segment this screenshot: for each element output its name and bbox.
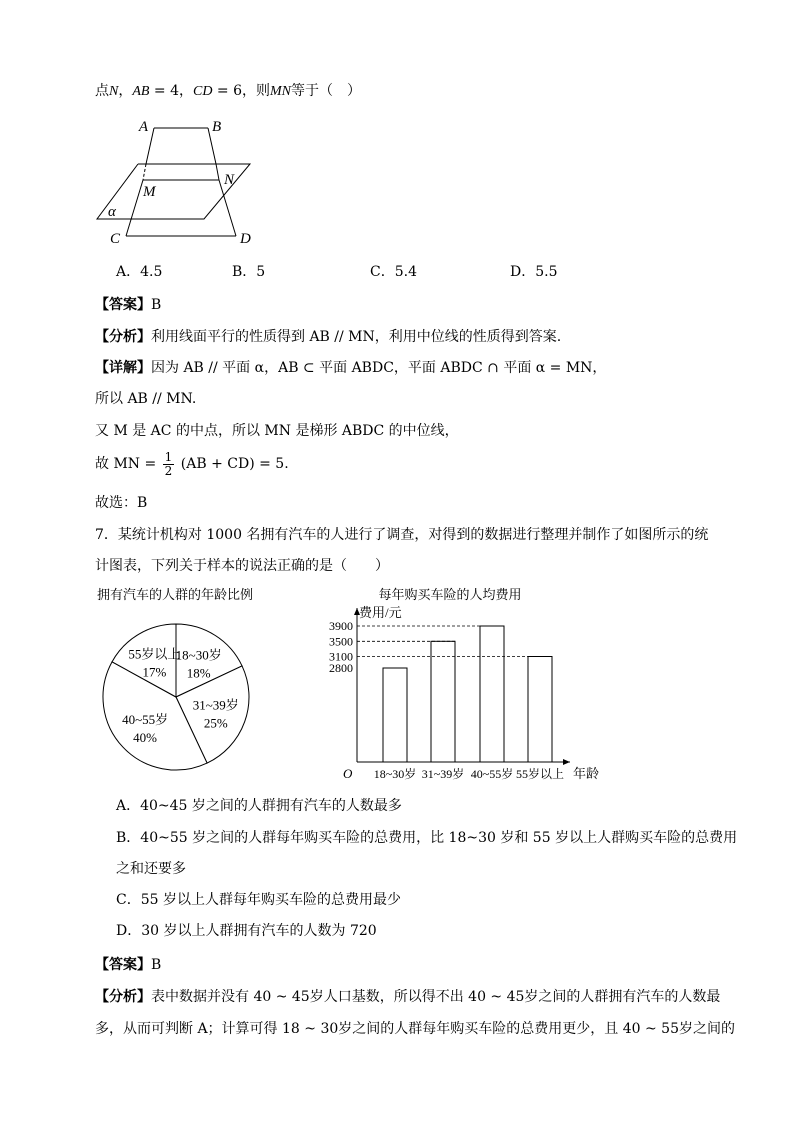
x-category-label-2: 31~39岁 [421, 767, 465, 781]
y-tick-label-3100: 3100 [329, 649, 353, 664]
q6-analysis [95, 327, 561, 347]
q6-stem-n: N [109, 84, 119, 99]
q6-stem-cd-val: = 6 [212, 83, 242, 99]
q6-stem-ab: AB [132, 84, 150, 99]
q6-stem-tail: 等于（ ） [291, 83, 361, 99]
q6-option-c: C．5.4 [370, 264, 417, 280]
q6-analysis-tag: 【分析】 [95, 329, 151, 345]
q6-answer [95, 295, 161, 315]
fraction-numerator: 1 [164, 449, 173, 464]
label-b: B [212, 119, 222, 135]
q6-choose: 故选：B [95, 495, 148, 511]
segment-nd [219, 180, 236, 236]
q6-answer-value: B [151, 297, 162, 313]
q6-stem-mn: MN [270, 84, 291, 99]
y-axis-label: 费用/元 [359, 605, 402, 620]
trapezoid-plane-figure [90, 110, 270, 250]
q6-analysis-text: 利用线面平行的性质得到 AB // MN，利用中位线的性质得到答案. [151, 329, 562, 345]
y-tick-label-2800: 2800 [329, 661, 353, 675]
q6-detail-4-tail: (AB + CD) = 5. [180, 456, 289, 472]
q6-detail-tag: 【详解】 [95, 360, 151, 376]
q7-analysis-tag: 【分析】 [95, 989, 151, 1005]
label-c: C [110, 231, 121, 247]
y-tick-label-3500: 3500 [329, 634, 353, 649]
q6-stem-lead: 点 [95, 83, 109, 99]
label-m: M [143, 184, 156, 200]
x-category-label-4: 55岁以上 [515, 767, 565, 781]
pie-category-label-1: 18~30岁 [175, 647, 222, 663]
x-category-label-1: 18~30岁 [373, 767, 417, 781]
q7-analysis-1-text: 表中数据并没有 40 ~ 45岁人口基数，所以得不出 40 ~ 45岁之间的人群拥有汽车的人数最 [151, 989, 721, 1005]
q7-option-d: D．30 岁以上人群拥有汽车的人数为 720 [116, 923, 377, 939]
bar-3 [480, 626, 504, 762]
label-d: D [240, 231, 251, 247]
x-category-label-3: 40~55岁 [470, 767, 514, 781]
segment-b-mid [216, 164, 219, 180]
q6-option-d: D．5.5 [510, 264, 558, 280]
bar-chart-title: 每年购买车险的人均费用 [378, 587, 522, 602]
q7-answer [95, 955, 161, 975]
q6-stem: 点N，AB = 4，CD = 6，则MN等于（ ） [95, 83, 361, 99]
fraction-denominator: 2 [164, 463, 173, 478]
q6-stem-then: ，则 [242, 83, 270, 99]
label-n: N [224, 172, 235, 188]
q7-analysis-1 [95, 987, 720, 1007]
q7-answer-tag: 【答案】 [95, 957, 151, 973]
q6-answer-tag: 【答案】 [95, 297, 151, 313]
bar-4 [528, 657, 552, 763]
fraction-one-half [163, 451, 175, 478]
q6-option-a: A．4.5 [116, 264, 163, 280]
x-axis-label: 年龄 [573, 766, 600, 781]
y-tick-label-3900: 3900 [329, 619, 353, 633]
q6-detail-1 [95, 358, 606, 378]
segment-mc [126, 180, 143, 236]
origin-label: O [343, 766, 353, 781]
q6-option-b: B．5 [232, 264, 266, 280]
q7-option-a: A．40~45 岁之间的人群拥有汽车的人数最多 [116, 798, 402, 814]
bar-chart [305, 582, 625, 787]
q7-option-c: C．55 岁以上人群每年购买车险的总费用最少 [116, 892, 401, 908]
x-axis-arrow-icon [563, 759, 570, 765]
q6-detail-4-lead: 故 MN = [95, 456, 157, 472]
q6-detail-3: 又 M 是 AC 的中点，所以 MN 是梯形 ABDC 的中位线， [95, 423, 459, 439]
q6-detail-2: 所以 AB // MN. [95, 391, 197, 407]
pie-value-label-2: 25% [203, 715, 228, 731]
q7-answer-value: B [151, 957, 162, 973]
pie-chart [95, 582, 285, 782]
bar-2 [431, 641, 455, 762]
bar-1 [383, 668, 407, 762]
q6-stem-ab-val: = 4 [149, 83, 179, 99]
pie-category-label-4: 55岁以上 [128, 646, 181, 662]
segment-a-hidden [143, 164, 146, 180]
label-alpha: α [108, 204, 116, 220]
q6-detail-1-text: 因为 AB // 平面 α，AB ⊂ 平面 ABDC，平面 ABDC ∩ 平面 α = MN， [151, 360, 607, 376]
q7-option-b-cont: 之和还要多 [116, 861, 186, 877]
pie-category-label-2: 31~39岁 [192, 697, 239, 713]
q6-stem-cd: CD [193, 84, 213, 99]
pie-value-label-3: 40% [133, 730, 158, 745]
q7-stem-2: 计图表，下列关于样本的说法正确的是（ ） [95, 558, 389, 574]
q6-detail-4 [95, 450, 289, 478]
pie-category-label-3: 40~55岁 [122, 712, 169, 727]
pie-value-label-4: 17% [142, 664, 167, 680]
pie-chart-title: 拥有汽车的人群的年龄比例 [96, 587, 254, 602]
label-a: A [138, 119, 148, 135]
pie-value-label-1: 18% [186, 665, 211, 681]
q7-option-b: B．40~55 岁之间的人群每年购买车险的总费用，比 18~30 岁和 55 岁以上人群购买车险的总费用 [116, 830, 738, 846]
q7-analysis-2: 多，从而可判断 A；计算可得 18 ~ 30岁之间的人群每年购买车险的总费用更少，且 40 ~ 55岁之间的 [95, 1021, 735, 1037]
q7-stem-1: 7．某统计机构对 1000 名拥有汽车的人进行了调查，对得到的数据进行整理并制作了如图所示的统 [95, 527, 709, 543]
